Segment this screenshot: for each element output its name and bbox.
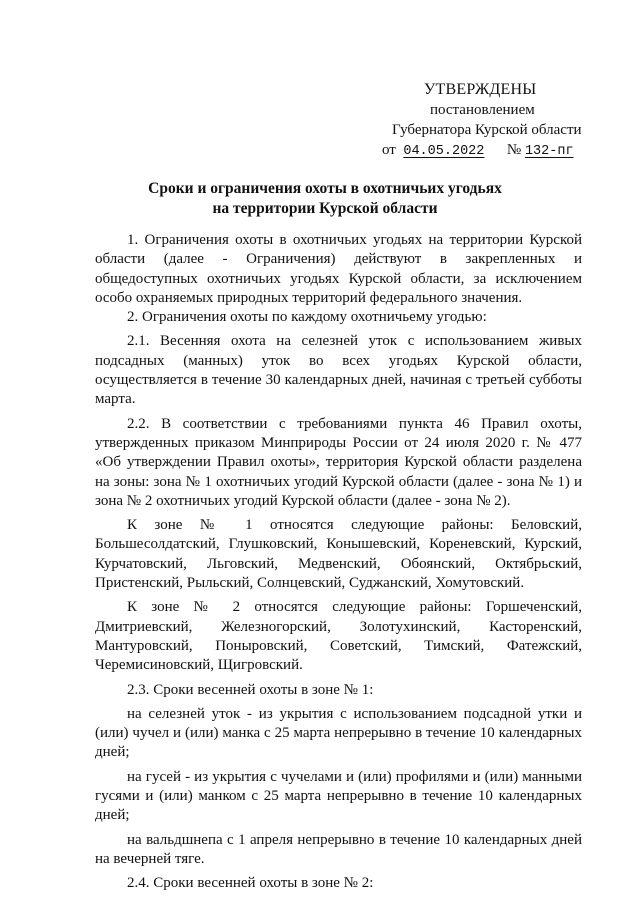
approval-stamp (382, 80, 588, 162)
paragraph-2-4: 2.4. Сроки весенней охоты в зоне № 2: (127, 875, 374, 892)
paragraph-1: 1. Ограничения охоты в охотничьих угодьях на территории Курской области (далее - Ограничения) действуют в закрепленных и общедоступных охотничьих угодьях Курской области, за исключением особо охраняемых природных территорий федерального значения. (95, 232, 582, 306)
heading-line-2: на территории Курской области (212, 200, 438, 217)
paragraph-2-1: 2.1. Весенняя охота на селезней уток с использованием живых подсадных (манных) уток во всех угодьях Курской области, осуществляется в течение 30 календарных дней, начиная с третьей субботы марта. (95, 333, 582, 408)
approval-number-prefix: № (506, 142, 522, 158)
paragraph-2-2: 2.2. В соответствии с требованиями пункта 46 Правил охоты, утвержденных приказом Минприроды России от 24 июля 2020 г. № 477 «Об утверждении Правил охоты», территория Курской области разделена на зоны: зона № 1 охотничьих угодий Курской области (далее - зона № 1) и зона № 2 охотничьих угодий Курской области (далее - зона № 2). (95, 415, 582, 509)
paragraph-zone-1: К зоне № 1 относятся следующие районы: Беловский, Большесолдатский, Глушковский, Конышевский, Кореневский, Курский, Курчатовский, Льговский, Медвенский, Обоянский, Октябрьский, Пристенский, Рыльский, Солнцевский, Суджанский, Хомутовский. (95, 517, 582, 592)
approval-number: 132-пг (524, 144, 574, 159)
approval-date: 04.05.2022 (403, 144, 485, 159)
paragraph-zone-2: К зоне № 2 относятся следующие районы: Горшеченский, Дмитриевский, Железногорский, Золотухинский, Касторенский, Мантуровский, Поныровский, Советский, Тимский, Фатежский, Черемисиновский, Щигровский. (95, 599, 582, 674)
approval-line-decree: постановлением (430, 102, 535, 118)
document-body (95, 231, 582, 894)
paragraph-woodcock: на вальдшнепа с 1 апреля непрерывно в течение 10 календарных дней на вечерней тяге. (95, 831, 582, 867)
approval-line-date-number (382, 140, 588, 162)
approval-date-prefix: от (382, 142, 396, 158)
heading-line-1: Сроки и ограничения охоты в охотничьих угодьях (148, 180, 502, 197)
paragraph-2: 2. Ограничения охоты по каждому охотничьему угодью: (127, 309, 487, 326)
approval-line-governor: Губернатора Курской области (392, 122, 582, 138)
paragraph-2-3: 2.3. Сроки весенней охоты в зоне № 1: (127, 681, 374, 698)
paragraph-ducks: на селезней уток - из укрытия с использованием подсадной утки и (или) чучел и (или) манка с 25 марта непрерывно в течение 10 календарных дней; (95, 705, 582, 761)
approval-title: УТВЕРЖДЕНЫ (424, 81, 537, 98)
paragraph-geese: на гусей - из укрытия с чучелами и (или) профилями и (или) манными гусями и (или) манком с 25 марта непрерывно в течение 10 календарных дней; (95, 768, 582, 824)
document-heading (90, 179, 560, 219)
